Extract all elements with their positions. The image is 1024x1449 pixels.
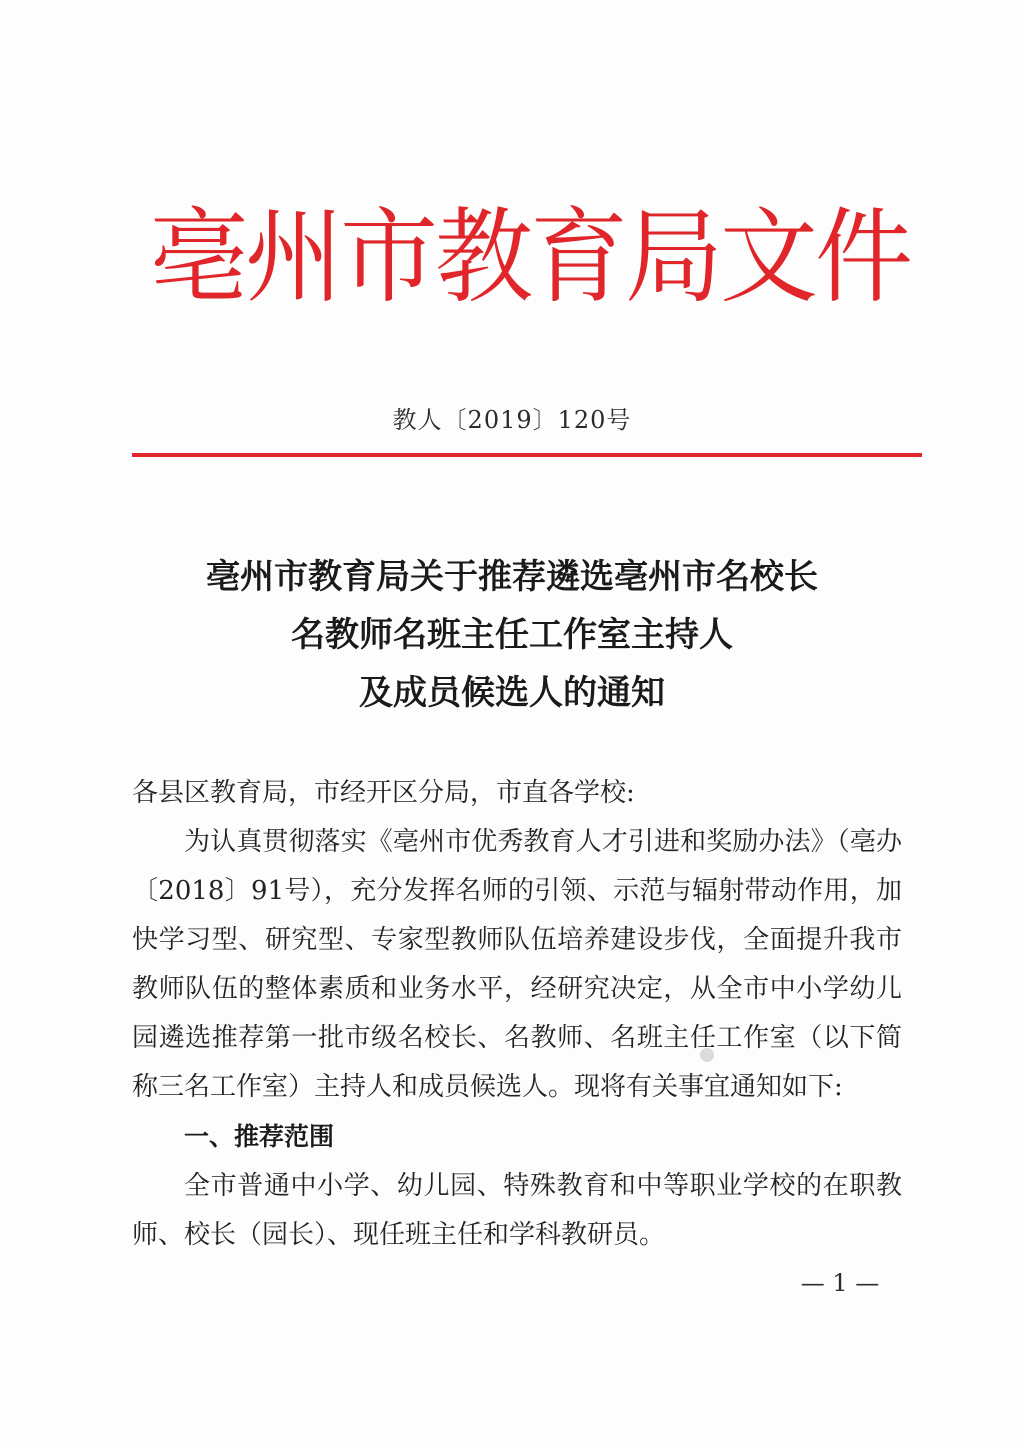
title-line-2: 名教师名班主任工作室主持人 (291, 615, 733, 655)
title-line-3: 及成员候选人的通知 (359, 673, 665, 713)
paragraph-intro: 为认真贯彻落实《亳州市优秀教育人才引进和奖励办法》（亳办〔2018〕91号），充分发挥名师的引领、示范与辐射带动作用，加快学习型、研究型、专家型教师队伍培养建设步伐，全面提升我市教师队伍的整体素质和业务水平，经研究决定，从全市中小学幼儿园遴选推荐第一批市级名校长、名教师、名班主任工作室（以下简称三名工作室）主持人和成员候选人。现将有关事宜通知如下: (132, 827, 902, 1102)
issuer-title: 亳州市教育局文件 (150, 198, 911, 318)
red-separator-line (132, 453, 922, 457)
title-line-1: 亳州市教育局关于推荐遴选亳州市名校长 (206, 557, 818, 597)
document-number: 教人〔2019〕120号 (392, 406, 632, 434)
document-title (0, 548, 1024, 722)
section-heading-scope: 一、推荐范围 (184, 1122, 335, 1151)
page-number: — 1 — (800, 1269, 880, 1297)
salutation: 各县区教育局，市经开区分局，市直各学校: (132, 778, 635, 808)
scan-smudge-mark (700, 1048, 714, 1062)
paragraph-scope: 全市普通中小学、幼儿园、特殊教育和中等职业学校的在职教师、校长（园长）、现任班主任和学科教研员。 (132, 1171, 902, 1250)
